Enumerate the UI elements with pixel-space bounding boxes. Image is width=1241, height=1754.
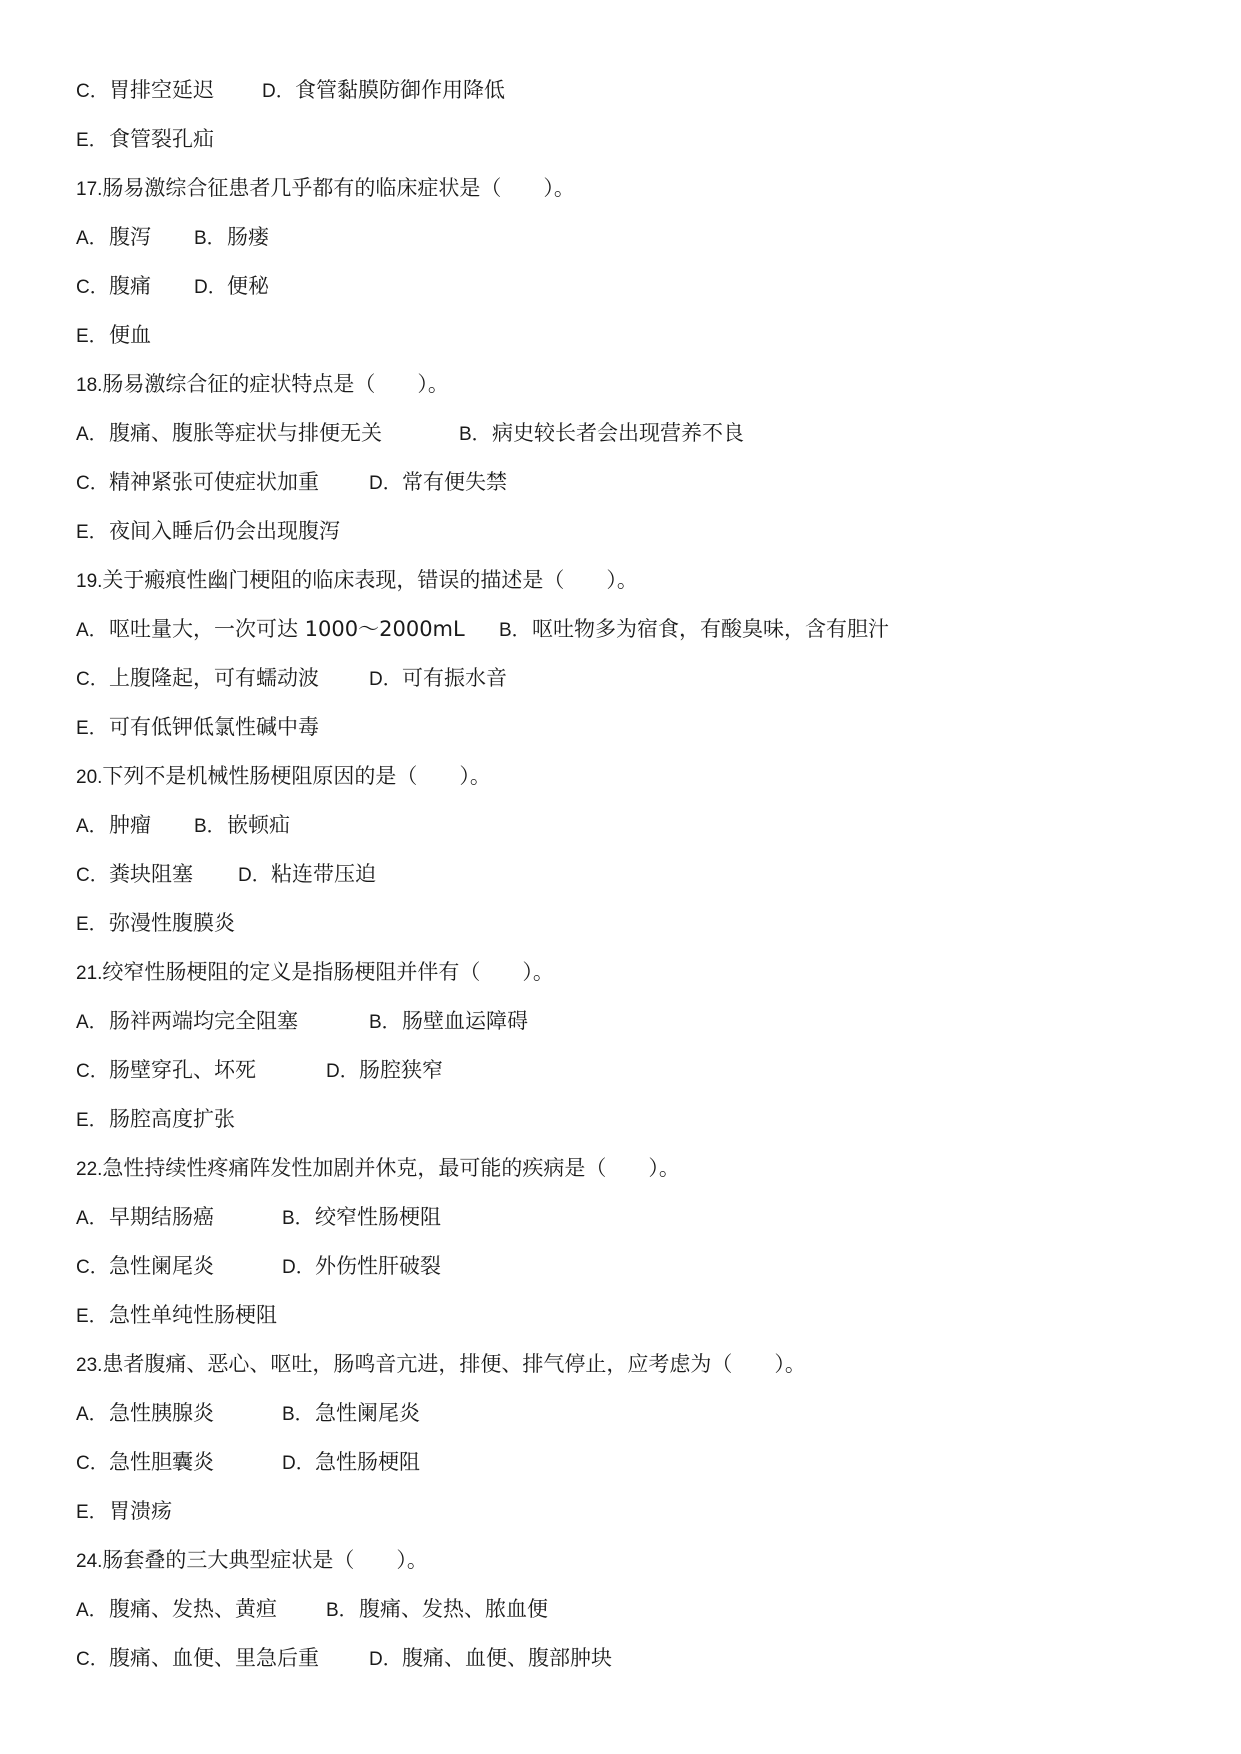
question-number: 19. (76, 571, 103, 592)
question-number: 20. (76, 767, 103, 788)
option-row (76, 1401, 1196, 1450)
option-text: 腹痛、血便、腹部肿块 (402, 1646, 612, 1670)
option-text: 可有低钾低氯性碱中毒 (109, 715, 319, 739)
option-d (262, 78, 505, 104)
option-b (194, 225, 269, 251)
option-text: 夜间入睡后仍会出现腹泻 (109, 519, 340, 543)
option-letter: E． (76, 326, 108, 347)
option-e (76, 519, 340, 545)
option-b (282, 1205, 441, 1231)
option-row (76, 1205, 1196, 1254)
option-text: 肠壁血运障碍 (402, 1009, 528, 1033)
option-text: 腹痛、发热、黄疸 (109, 1597, 277, 1621)
option-row (76, 1107, 1196, 1156)
option-letter: C． (76, 1453, 109, 1474)
option-text: 呕吐量大，一次可达 1000～2000mL (109, 617, 465, 641)
option-letter: B． (326, 1600, 358, 1621)
option-text: 胃溃疡 (109, 1499, 172, 1523)
option-a (76, 1597, 277, 1623)
option-a (76, 813, 151, 839)
question-18 (76, 372, 1196, 421)
option-letter: D． (282, 1453, 315, 1474)
option-text: 便血 (109, 323, 151, 347)
option-letter: B． (499, 620, 531, 641)
option-letter: C． (76, 865, 109, 886)
option-text: 常有便失禁 (402, 470, 507, 494)
option-letter: A． (76, 1208, 108, 1229)
option-letter: E． (76, 522, 108, 543)
option-letter: E． (76, 1502, 108, 1523)
option-text: 急性胆囊炎 (109, 1450, 214, 1474)
question-number: 21. (76, 963, 103, 984)
option-text: 肠腔狭窄 (359, 1058, 443, 1082)
option-c (76, 1646, 319, 1672)
option-row (76, 911, 1196, 960)
question-text: 急性持续性疼痛阵发性加剧并休克，最可能的疾病是（ ）。 (102, 1156, 680, 1180)
option-row (76, 323, 1196, 372)
option-b (326, 1597, 548, 1623)
option-row (76, 617, 1196, 666)
question-24 (76, 1548, 1196, 1597)
option-text: 腹痛 (109, 274, 151, 298)
option-letter: C． (76, 473, 109, 494)
option-text: 肠壁穿孔、坏死 (109, 1058, 256, 1082)
option-letter: B． (282, 1208, 314, 1229)
option-d (194, 274, 269, 300)
option-row (76, 1009, 1196, 1058)
option-letter: A． (76, 816, 108, 837)
question-text: 肠易激综合征患者几乎都有的临床症状是（ ）。 (102, 176, 575, 200)
option-d (326, 1058, 443, 1084)
option-letter: C． (76, 81, 109, 102)
question-text: 关于瘢痕性幽门梗阻的临床表现，错误的描述是（ ）。 (102, 568, 638, 592)
option-letter: D． (326, 1061, 359, 1082)
option-letter: D． (238, 865, 271, 886)
option-text: 腹痛、发热、脓血便 (359, 1597, 548, 1621)
question-21 (76, 960, 1196, 1009)
option-letter: A． (76, 424, 108, 445)
question-17 (76, 176, 1196, 225)
option-letter: B． (459, 424, 491, 445)
option-text: 腹痛、血便、里急后重 (109, 1646, 319, 1670)
option-c (76, 78, 214, 104)
option-text: 肠腔高度扩张 (109, 1107, 235, 1131)
option-d (282, 1254, 441, 1280)
option-text: 腹痛、腹胀等症状与排便无关 (109, 421, 382, 445)
option-c (76, 862, 193, 888)
option-letter: D． (194, 277, 227, 298)
option-letter: E． (76, 1110, 108, 1131)
question-number: 18. (76, 375, 103, 396)
option-text: 肿瘤 (109, 813, 151, 837)
option-letter: D． (369, 1649, 402, 1670)
option-letter: A． (76, 1012, 108, 1033)
option-d (238, 862, 376, 888)
option-row (76, 421, 1196, 470)
option-text: 急性阑尾炎 (315, 1401, 420, 1425)
option-row (76, 225, 1196, 274)
option-text: 食管黏膜防御作用降低 (295, 78, 505, 102)
option-text: 绞窄性肠梗阻 (315, 1205, 441, 1229)
option-text: 外伤性肝破裂 (315, 1254, 441, 1278)
question-22 (76, 1156, 1196, 1205)
option-e (76, 1107, 235, 1133)
option-letter: C． (76, 1061, 109, 1082)
option-row (76, 813, 1196, 862)
option-text: 急性胰腺炎 (109, 1401, 214, 1425)
option-a (76, 421, 382, 447)
option-letter: E． (76, 914, 108, 935)
option-letter: A． (76, 228, 108, 249)
option-row (76, 519, 1196, 568)
option-a (76, 1401, 214, 1427)
option-d (282, 1450, 420, 1476)
option-d (369, 666, 507, 692)
option-text: 急性肠梗阻 (315, 1450, 420, 1474)
option-letter: B． (282, 1404, 314, 1425)
option-letter: A． (76, 1600, 108, 1621)
option-e (76, 715, 319, 741)
option-letter: C． (76, 1257, 109, 1278)
option-text: 腹泻 (109, 225, 151, 249)
option-letter: E． (76, 130, 108, 151)
option-e (76, 323, 151, 349)
question-number: 17. (76, 179, 103, 200)
question-text: 下列不是机械性肠梗阻原因的是（ ）。 (102, 764, 491, 788)
option-text: 食管裂孔疝 (109, 127, 214, 151)
option-letter: C． (76, 669, 109, 690)
option-c (76, 274, 151, 300)
option-row (76, 127, 1196, 176)
option-text: 粪块阻塞 (109, 862, 193, 886)
exam-page (76, 78, 1196, 1695)
option-text: 病史较长者会出现营养不良 (492, 421, 744, 445)
option-letter: E． (76, 718, 108, 739)
question-23 (76, 1352, 1196, 1401)
option-text: 嵌顿疝 (227, 813, 290, 837)
question-number: 22. (76, 1159, 103, 1180)
option-row (76, 666, 1196, 715)
option-text: 急性阑尾炎 (109, 1254, 214, 1278)
option-row (76, 1254, 1196, 1303)
question-20 (76, 764, 1196, 813)
option-letter: A． (76, 1404, 108, 1425)
option-e (76, 1499, 172, 1525)
option-text: 胃排空延迟 (109, 78, 214, 102)
option-b (369, 1009, 528, 1035)
option-letter: D． (369, 669, 402, 690)
option-text: 肠袢两端均完全阻塞 (109, 1009, 298, 1033)
option-row (76, 1646, 1196, 1695)
option-letter: C． (76, 1649, 109, 1670)
option-letter: B． (369, 1012, 401, 1033)
option-d (369, 1646, 612, 1672)
option-text: 呕吐物多为宿食，有酸臭味，含有胆汁 (532, 617, 889, 641)
question-text: 肠易激综合征的症状特点是（ ）。 (102, 372, 449, 396)
option-row (76, 1058, 1196, 1107)
option-text: 早期结肠癌 (109, 1205, 214, 1229)
option-text: 弥漫性腹膜炎 (109, 911, 235, 935)
option-text: 精神紧张可使症状加重 (109, 470, 319, 494)
option-row (76, 1499, 1196, 1548)
option-letter: B． (194, 228, 226, 249)
option-row (76, 78, 1196, 127)
option-letter: D． (369, 473, 402, 494)
option-text: 上腹隆起，可有蠕动波 (109, 666, 319, 690)
option-c (76, 1254, 214, 1280)
question-text: 肠套叠的三大典型症状是（ ）。 (102, 1548, 428, 1572)
option-e (76, 127, 214, 153)
option-b (282, 1401, 420, 1427)
option-text: 可有振水音 (402, 666, 507, 690)
option-b (194, 813, 290, 839)
option-c (76, 666, 319, 692)
option-letter: E． (76, 1306, 108, 1327)
option-c (76, 1450, 214, 1476)
option-letter: D． (262, 81, 295, 102)
question-19 (76, 568, 1196, 617)
option-d (369, 470, 507, 496)
option-text: 肠瘘 (227, 225, 269, 249)
question-text: 绞窄性肠梗阻的定义是指肠梗阻并伴有（ ）。 (102, 960, 554, 984)
option-row (76, 274, 1196, 323)
option-letter: D． (282, 1257, 315, 1278)
option-a (76, 617, 465, 643)
question-number: 24. (76, 1551, 103, 1572)
option-a (76, 225, 151, 251)
question-text: 患者腹痛、恶心、呕吐，肠鸣音亢进，排便、排气停止，应考虑为（ ）。 (102, 1352, 806, 1376)
question-number: 23. (76, 1355, 103, 1376)
option-text: 便秘 (227, 274, 269, 298)
option-row (76, 1597, 1196, 1646)
option-c (76, 1058, 256, 1084)
option-a (76, 1009, 298, 1035)
option-row (76, 1303, 1196, 1352)
option-c (76, 470, 319, 496)
option-row (76, 715, 1196, 764)
option-b (499, 617, 889, 643)
option-e (76, 911, 235, 937)
option-a (76, 1205, 214, 1231)
option-e (76, 1303, 277, 1329)
option-letter: C． (76, 277, 109, 298)
option-row (76, 862, 1196, 911)
option-row (76, 470, 1196, 519)
option-letter: A． (76, 620, 108, 641)
option-text: 粘连带压迫 (271, 862, 376, 886)
option-b (459, 421, 744, 447)
option-row (76, 1450, 1196, 1499)
option-letter: B． (194, 816, 226, 837)
option-text: 急性单纯性肠梗阻 (109, 1303, 277, 1327)
